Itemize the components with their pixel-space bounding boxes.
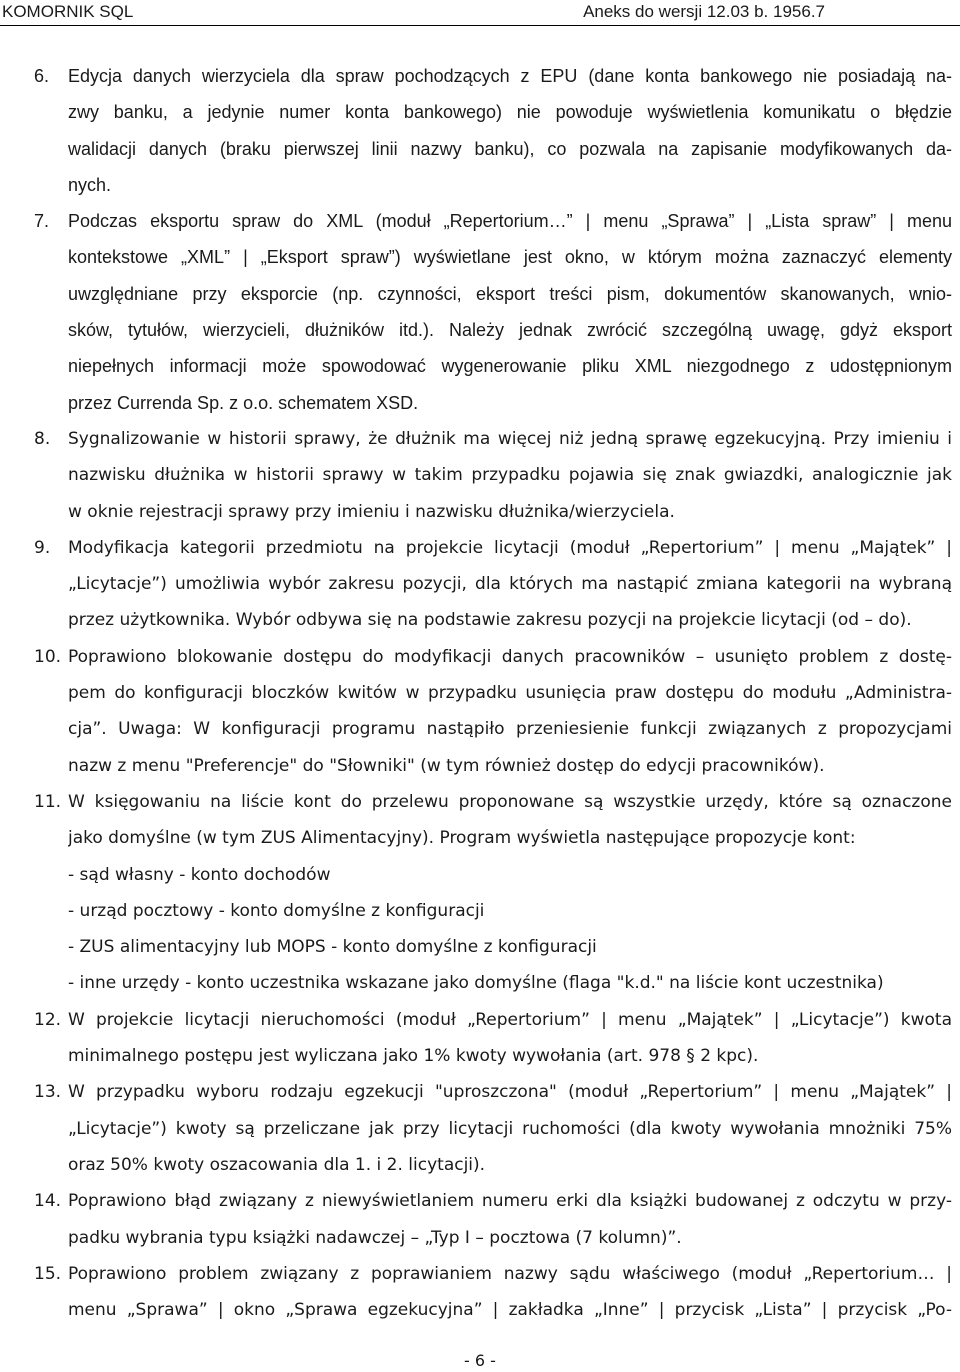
text-line: W projekcie licytacji nieruchomości (moduł „Repertorium” | menu „Majątek” | „Licytacje”) kwota	[68, 1009, 952, 1030]
text-line: - urząd pocztowy - konto domyślne z konfiguracji	[68, 900, 485, 921]
list-item	[0, 203, 960, 421]
changelog-list	[0, 58, 960, 1328]
item-number: 15.	[34, 1263, 62, 1284]
item-text	[68, 1074, 952, 1183]
text-line: Poprawiono problem związany z poprawianiem nazwy sądu właściwego (moduł „Repertorium… |	[68, 1263, 952, 1284]
list-item	[0, 784, 960, 1002]
text-line: nazwisku dłużnika w historii sprawy w takim przypadku pojawia się znak gwiazdki, analogicznie jak	[68, 465, 952, 486]
text-line: - ZUS alimentacyjny lub MOPS - konto domyślne z konfiguracji	[68, 937, 597, 958]
item-number: 7.	[34, 211, 50, 232]
text-line: Modyfikacja kategorii przedmiotu na projekcie licytacji (moduł „Repertorium” | menu „Majątek” |	[68, 537, 952, 558]
list-item	[0, 1256, 960, 1329]
text-line: „Licytacje”) kwoty są przeliczane jak przy licytacji ruchomości (dla kwoty wywołania mnożniki 75%	[68, 1118, 952, 1139]
item-text	[68, 203, 952, 421]
text-line: w oknie rejestracji sprawy przy imieniu i nazwisku dłużnika/wierzyciela.	[68, 501, 675, 522]
text-line: oraz 50% kwoty oszacowania dla 1. i 2. licytacji).	[68, 1154, 486, 1175]
list-item	[0, 530, 960, 639]
list-item	[0, 421, 960, 530]
list-item	[0, 1002, 960, 1075]
page-number: - 6 -	[464, 1351, 496, 1370]
list-item	[0, 58, 960, 203]
text-line: nych.	[68, 174, 112, 195]
item-number: 12.	[34, 1009, 62, 1030]
text-line: Edycja danych wierzyciela dla spraw pochodzących z EPU (dane konta bankowego nie posiadają na-	[68, 66, 952, 86]
text-line: Sygnalizowanie w historii sprawy, że dłużnik ma więcej niż jedną sprawę egzekucyjną. Przy imieniu i	[68, 428, 952, 449]
text-line: - sąd własny - konto dochodów	[68, 864, 331, 885]
text-line: kontekstowe „XML” | „Eksport spraw”) wyświetlane jest okno, w którym można zaznaczyć elementy	[68, 247, 952, 268]
text-line: W przypadku wyboru rodzaju egzekucji "uproszczona" (moduł „Repertorium” | menu „Majątek” |	[68, 1082, 952, 1103]
text-line: walidacji danych (braku pierwszej linii nazwy banku), co pozwala na zapisanie modyfikowanych da-	[68, 138, 952, 159]
text-line: „Licytacje”) umożliwia wybór zakresu pozycji, dla których ma nastąpić zmiana kategorii na wybraną	[68, 574, 952, 595]
text-line: Poprawiono błąd związany z niewyświetlaniem numeru erki dla książki budowanej z odczytu w przy-	[68, 1191, 952, 1212]
text-line: sków, tytułów, wierzycieli, dłużników itd.). Należy jednak zwrócić szczególną uwagę, gdyż eksport	[68, 320, 952, 341]
item-text	[68, 58, 952, 203]
text-line: - inne urzędy - konto uczestnika wskazane jako domyślne (flaga "k.d." na liście kont uczestnika)	[68, 973, 884, 994]
item-number: 13.	[34, 1082, 62, 1103]
text-line: jako domyślne (w tym ZUS Alimentacyjny). Program wyświetla następujące propozycje kont:	[68, 828, 856, 849]
item-text	[68, 530, 952, 639]
list-item	[0, 1183, 960, 1256]
text-line: cja”. Uwaga: W konfiguracji programu nastąpiło przeniesienie funkcji związanych z propozycjami	[68, 719, 952, 740]
item-text	[68, 421, 952, 530]
header-product-name: KOMORNIK SQL	[2, 2, 134, 21]
text-line: Poprawiono blokowanie dostępu do modyfikacji danych pracowników – usunięto problem z dostę-	[68, 646, 952, 667]
item-number: 10.	[34, 646, 62, 667]
item-text	[68, 784, 952, 1002]
text-line: menu „Sprawa” | okno „Sprawa egzekucyjna” | zakładka „Inne” | przycisk „Lista” | przycisk „Po-	[68, 1300, 952, 1321]
item-number: 14.	[34, 1191, 62, 1212]
item-text	[68, 639, 952, 784]
header-rule	[0, 25, 960, 26]
text-line: niepełnych informacji może spowodować wygenerowanie pliku XML niezgodnego z udostępnionym	[68, 356, 952, 377]
text-line: uwzględniane przy eksporcie (np. czynności, eksport treści pism, dokumentów skanowanych, wnio-	[68, 283, 952, 304]
item-number: 8.	[34, 428, 51, 449]
text-line: nazw z menu "Preferencje" do "Słowniki" (w tym również dostęp do edycji pracowników).	[68, 755, 825, 776]
item-text	[68, 1183, 952, 1256]
list-item	[0, 639, 960, 784]
item-text	[68, 1002, 952, 1075]
text-line: padku wybrania typu książki nadawczej – „Typ I – pocztowa (7 kolumn)”.	[68, 1227, 682, 1248]
page-header	[0, 0, 960, 24]
text-line: zwy banku, a jedynie numer konta bankowego) nie powoduje wyświetlenia komunikatu o błędzie	[68, 102, 952, 123]
header-version-label: Aneks do wersji 12.03 b. 1956.7	[583, 2, 825, 21]
item-text	[68, 1256, 952, 1329]
item-number: 11.	[34, 791, 62, 812]
list-item	[0, 1074, 960, 1183]
text-line: przez użytkownika. Wybór odbywa się na podstawie zakresu pozycji na projekcie licytacji (od – do).	[68, 610, 912, 631]
text-line: minimalnego postępu jest wyliczana jako 1% kwoty wywołania (art. 978 § 2 kpc).	[68, 1046, 759, 1067]
text-line: przez Currenda Sp. z o.o. schematem XSD.	[68, 392, 419, 413]
text-line: Podczas eksportu spraw do XML (moduł „Repertorium…” | menu „Sprawa” | „Lista spraw” | menu	[68, 211, 952, 232]
item-number: 9.	[34, 537, 51, 558]
text-line: pem do konfiguracji bloczków kwitów w przypadku usunięcia praw dostępu do modułu „Administra-	[68, 683, 952, 704]
text-line: W księgowaniu na liście kont do przelewu proponowane są wszystkie urzędy, które są oznaczone	[68, 791, 952, 812]
item-number: 6.	[34, 66, 50, 86]
